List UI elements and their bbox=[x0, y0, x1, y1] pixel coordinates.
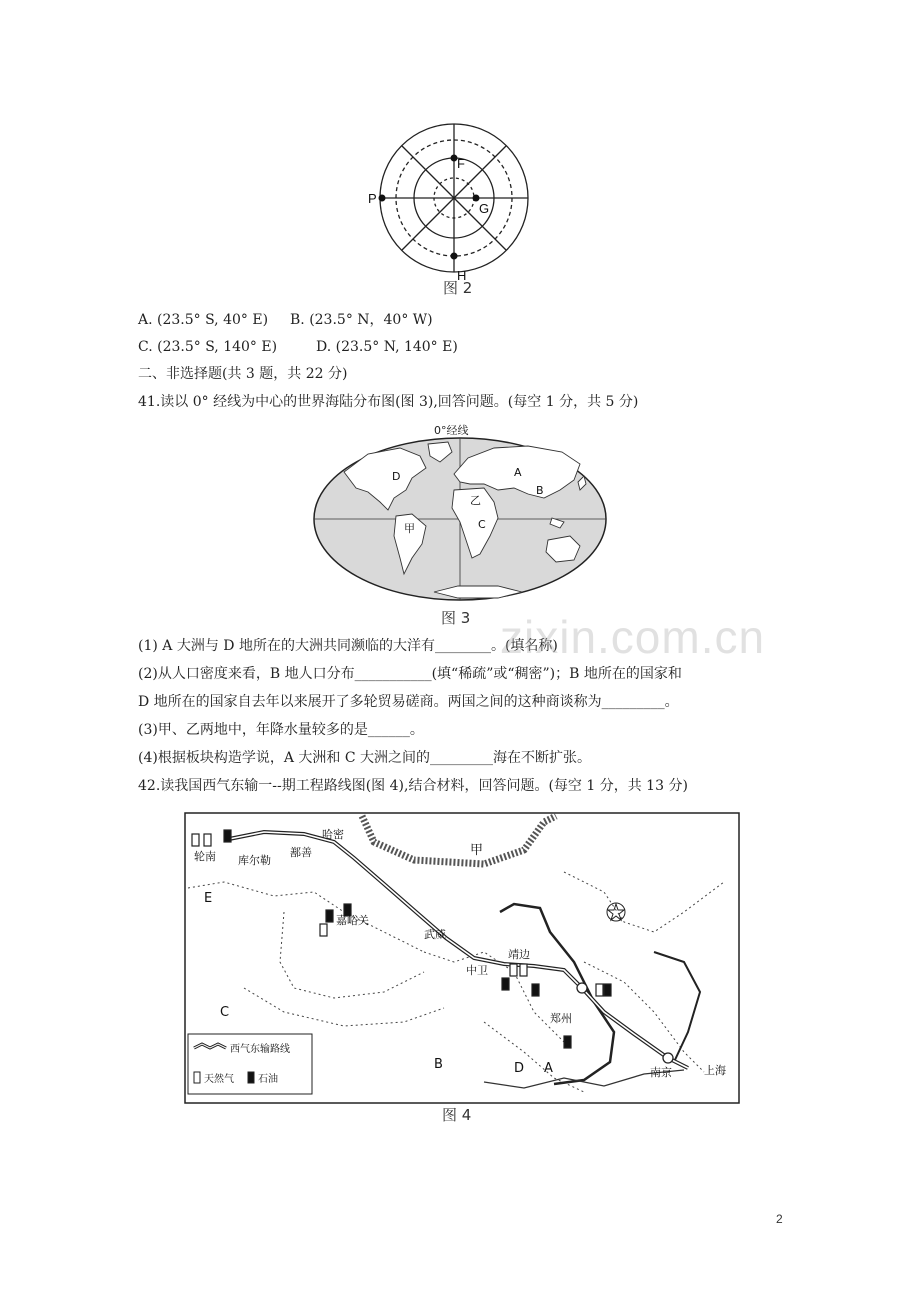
city-zhengzhou: 郑州 bbox=[550, 1012, 572, 1025]
figure-2-caption: 图 2 bbox=[443, 279, 473, 297]
region-b: B bbox=[434, 1057, 443, 1072]
point-h-label: H bbox=[457, 268, 467, 282]
map3-label-c: C bbox=[478, 518, 486, 531]
region-d: D bbox=[514, 1061, 525, 1076]
city-zhongwei: 中卫 bbox=[466, 964, 488, 977]
city-hami: 哈密 bbox=[322, 828, 344, 841]
city-jingbian: 靖边 bbox=[508, 948, 530, 961]
choice-d: D. (23.5° N, 140° E) bbox=[316, 339, 458, 355]
figure-4-caption: 图 4 bbox=[442, 1106, 472, 1124]
point-g-label: G bbox=[479, 201, 490, 216]
map3-label-yi: 乙 bbox=[470, 494, 481, 507]
point-f-label: F bbox=[457, 156, 465, 171]
map3-label-d: D bbox=[392, 470, 401, 483]
question-41-prompt: 41.读以 0° 经线为中心的世界海陆分布图(图 3),回答问题。(每空 1 分，共 5 分) bbox=[138, 394, 639, 410]
q41-sub2b: D 地所在的国家自去年以来展开了多轮贸易磋商。两国之间的这种商谈称为_________。 bbox=[138, 694, 679, 710]
city-shanshan: 鄯善 bbox=[290, 846, 312, 859]
q41-sub1: (1) A 大洲与 D 地所在的大洲共同濒临的大洋有________。(填名称) bbox=[138, 638, 558, 654]
city-kuerle: 库尔勒 bbox=[238, 854, 271, 867]
figure-3-world-map bbox=[308, 418, 618, 604]
region-e: E bbox=[204, 891, 213, 906]
choice-c: C. (23.5° S, 140° E) bbox=[138, 339, 278, 355]
figure-4-legend bbox=[188, 1034, 312, 1094]
q41-sub2a: (2)从人口密度来看，B 地人口分布___________(填“稀疏”或“稠密”)；B 地所在的国家和 bbox=[138, 666, 682, 682]
city-wuwei: 武威 bbox=[424, 928, 446, 941]
region-a: A bbox=[544, 1061, 553, 1076]
region-c: C bbox=[220, 1005, 230, 1020]
legend-route: 西气东输路线 bbox=[230, 1044, 290, 1055]
point-p-label: P bbox=[368, 191, 377, 206]
choice-b: B. (23.5° N，40° W) bbox=[290, 312, 433, 328]
question-42-prompt: 42.读我国西气东输一--期工程路线图(图 4),结合材料，回答问题。(每空 1 分，共 13 分) bbox=[138, 778, 688, 794]
map3-label-a: A bbox=[514, 466, 522, 479]
q41-sub3: (3)甲、乙两地中，年降水量较多的是______。 bbox=[138, 722, 424, 738]
legend-oil: 石油 bbox=[258, 1074, 278, 1085]
page-number: 2 bbox=[776, 1212, 783, 1226]
figure-4-pipeline-map bbox=[184, 812, 740, 1104]
prime-meridian-label: 0°经线 bbox=[434, 424, 469, 437]
region-jia: 甲 bbox=[470, 843, 484, 858]
section-title: 二、非选择题(共 3 题，共 22 分) bbox=[138, 366, 348, 382]
q41-sub4: (4)根据板块构造学说，A 大洲和 C 大洲之间的_________海在不断扩张。 bbox=[138, 750, 592, 766]
city-lunnan: 轮南 bbox=[194, 850, 216, 863]
city-shanghai: 上海 bbox=[704, 1064, 726, 1077]
city-nanjing: 南京 bbox=[650, 1066, 672, 1079]
city-jiayuguan: 嘉峪关 bbox=[336, 914, 369, 927]
choice-a: A. (23.5° S, 40° E) bbox=[138, 312, 269, 328]
legend-gas: 天然气 bbox=[204, 1074, 234, 1085]
watermark: zixin.com.cn bbox=[500, 611, 766, 663]
figure-3-caption: 图 3 bbox=[441, 609, 471, 627]
figure-2-polar-diagram bbox=[368, 122, 544, 282]
map3-label-jia: 甲 bbox=[404, 522, 415, 535]
map3-label-b: B bbox=[536, 484, 544, 497]
